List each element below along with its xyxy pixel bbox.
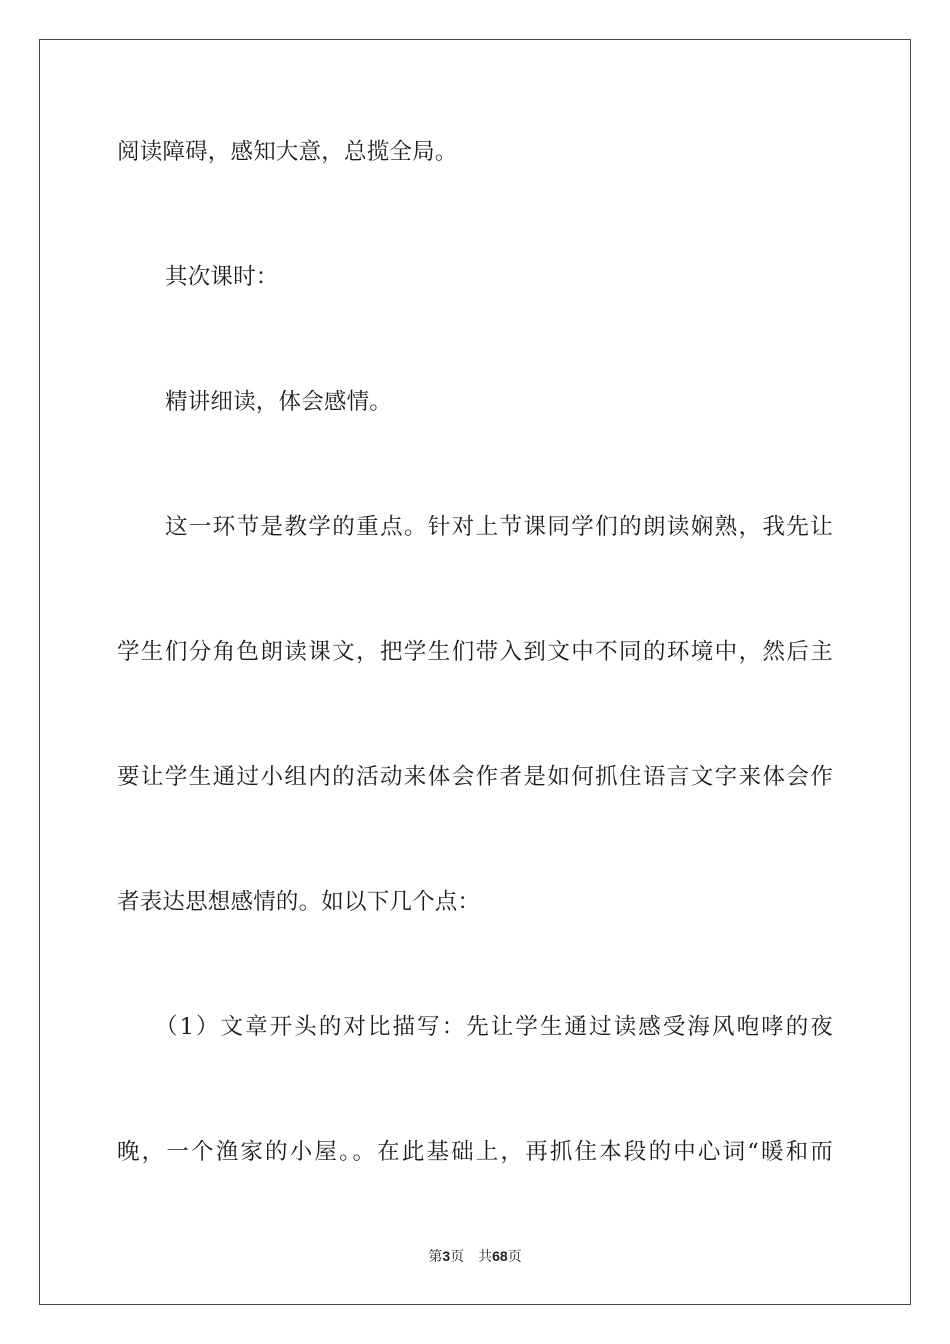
paragraph-line: 要让学生通过小组内的活动来体会作者是如何抓住语言文字来体会作 <box>117 764 833 790</box>
page-number: 3 <box>442 1248 451 1264</box>
paragraph-line: 这一环节是教学的重点。针对上节课同学们的朗读娴熟，我先让 <box>165 514 833 540</box>
page-footer <box>0 1247 950 1266</box>
paragraph-line: 精讲细读，体会感情。 <box>165 389 393 415</box>
paragraph-line: 晚，一个渔家的小屋。。在此基础上，再抓住本段的中心词“暖和而 <box>117 1139 833 1165</box>
paragraph-line: 学生们分角色朗读课文，把学生们带入到文中不同的环境中，然后主 <box>117 639 833 665</box>
footer-prefix: 第 <box>428 1249 443 1265</box>
list-item: （1）文章开头的对比描写：先让学生通过读感受海风咆哮的夜 <box>155 1014 833 1040</box>
paragraph-line: 者表达思想感情的。如以下几个点： <box>117 889 481 915</box>
page-border <box>39 39 911 1305</box>
footer-total-prefix: 共 <box>478 1249 493 1265</box>
section-heading: 其次课时： <box>165 264 279 290</box>
footer-total-suffix: 页 <box>507 1249 522 1265</box>
paragraph-line: 阅读障碍，感知大意，总揽全局。 <box>117 139 458 165</box>
footer-page-suffix: 页 <box>450 1249 465 1265</box>
total-pages: 68 <box>492 1248 508 1264</box>
